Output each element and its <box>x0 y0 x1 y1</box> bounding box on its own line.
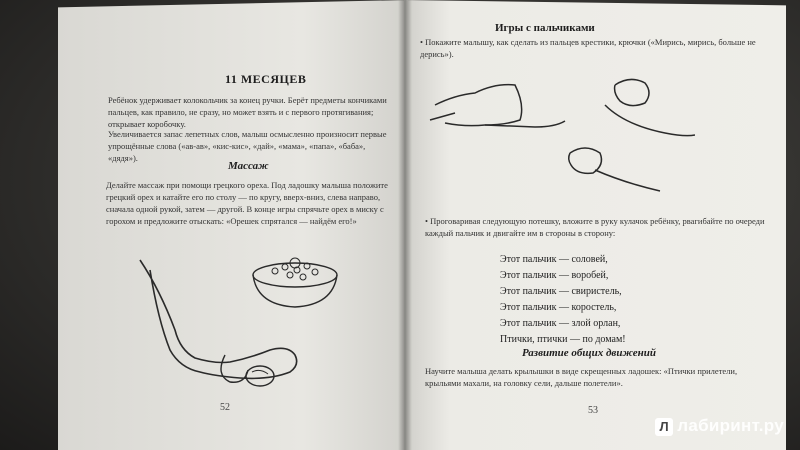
labirint-watermark <box>655 416 784 436</box>
massage-section-title: Массаж <box>228 160 269 172</box>
poem-line: Этот пальчик — воробей, <box>500 270 609 281</box>
bullet-nursery-rhyme: • Проговаривая следующую потешку, вложите в руку кулачок ребёнку, рвагибайте по очереди каждый пальчик и двигайте им в стороны в сторону: <box>425 216 765 238</box>
poem-line: Этот пальчик — свиристель, <box>500 286 622 297</box>
general-movement-title: Развитие общих движений <box>522 347 656 359</box>
poem-line: Птички, птички — по домам! <box>500 334 626 345</box>
paragraph-wings: Научите малыша делать крылышки в виде скрещенных ладошек: «Птички прилетели, крыльями махали, на головку сели, дальше полетели». <box>425 366 738 388</box>
left-page-number: 52 <box>220 402 230 413</box>
finger-gesture-illustration <box>425 65 695 205</box>
nursery-rhyme-poem <box>500 252 640 348</box>
bullet-crosses: • Покажите малышу, как сделать из пальцев крестики, крючки («Мирись, мирись, больше не дерись»). <box>420 37 756 59</box>
watermark-text: лабиринт.ру <box>677 416 784 435</box>
finger-games-title: Игры с пальчиками <box>495 22 595 34</box>
labirint-logo-icon: Л <box>655 418 673 436</box>
paragraph-massage: Делайте массаж при помощи грецкого ореха. Под ладошку малыша положите грецкий орех и катайте его по столу — по кругу, вверх-вниз, слева направо, сначала одной рукой, затем — другой. В конце игры спрячьте орех в миску с горохом и предложите отыскать: «Орешек спрятался — найдём его!» <box>106 180 388 226</box>
poem-line: Этот пальчик — злой орлан, <box>500 318 621 329</box>
bowl-with-peas-illustration <box>245 255 345 315</box>
right-page-number: 53 <box>588 405 598 416</box>
poem-line: Этот пальчик — коростель, <box>500 302 617 313</box>
paragraph-speech: Увеличивается запас лепетных слов, малыш осмысленно произносит первые упрощённые слова («ав-ав», «кис-кис», «дай», «мама», «папа», «баба», «дядя»). <box>108 129 387 163</box>
paragraph-development: Ребёнок удерживает колокольчик за конец ручки. Берёт предметы кончиками пальцев, как правило, не сразу, но может взять и с первого протягивания; открывает коробочку. <box>108 95 387 129</box>
poem-line: Этот пальчик — соловей, <box>500 254 608 265</box>
chapter-title: 11 МЕСЯЦЕВ <box>225 72 307 86</box>
book-gutter <box>398 0 412 450</box>
